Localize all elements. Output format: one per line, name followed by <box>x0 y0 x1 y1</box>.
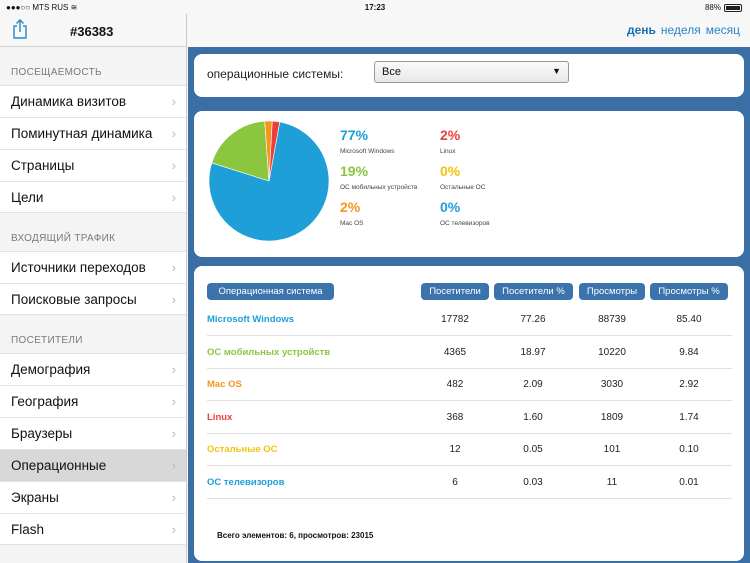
os-name-cell: Mac OS <box>207 379 242 390</box>
legend-label: Microsoft Windows <box>340 148 395 155</box>
value-cell: 12 <box>449 444 461 455</box>
site-id-title: #36383 <box>70 24 114 39</box>
date-range-switch <box>627 23 740 37</box>
table-row[interactable] <box>207 337 732 369</box>
value-cell: 0.05 <box>523 444 543 455</box>
value-cell: 2.09 <box>523 379 543 390</box>
sidebar-item-label: Экраны <box>11 490 59 505</box>
chart-card <box>194 111 744 257</box>
legend-label: Mac OS <box>340 220 364 227</box>
column-header[interactable]: Посетители <box>421 283 489 300</box>
table-row[interactable] <box>207 434 732 466</box>
sidebar-item-label: Демография <box>11 362 91 377</box>
sidebar-item-label: Страницы <box>11 158 75 173</box>
table-row[interactable] <box>207 304 732 336</box>
column-header[interactable]: Просмотры % <box>650 283 728 300</box>
sidebar-item[interactable] <box>0 513 186 545</box>
value-cell: 4365 <box>443 346 467 358</box>
table-row[interactable] <box>207 402 732 434</box>
chevron-right-icon: › <box>171 458 176 473</box>
chevron-right-icon: › <box>171 126 176 141</box>
sidebar-group <box>0 353 186 545</box>
legend-percent: 19% <box>340 163 369 179</box>
chevron-right-icon: › <box>171 490 176 505</box>
status-bar <box>0 0 750 14</box>
content-area <box>188 47 750 563</box>
sidebar-section-label: ПОСЕЩАЕМОСТЬ <box>11 67 102 78</box>
sidebar-item[interactable] <box>0 251 186 283</box>
legend-percent: 2% <box>340 199 361 215</box>
sidebar-item[interactable] <box>0 117 186 149</box>
sidebar-item[interactable] <box>0 449 186 481</box>
value-cell: 17782 <box>441 314 469 325</box>
battery-percent: 88% <box>704 3 721 12</box>
legend-item <box>440 199 490 227</box>
chevron-right-icon: › <box>171 362 176 377</box>
column-header[interactable]: Просмотры <box>579 283 645 300</box>
sidebar-item[interactable] <box>0 181 186 213</box>
legend-percent: 77% <box>340 127 369 143</box>
value-cell: 85.40 <box>676 314 702 325</box>
value-cell: 0.10 <box>679 444 699 455</box>
legend-percent: 0% <box>440 199 461 215</box>
value-cell: 77.26 <box>520 314 546 325</box>
share-icon[interactable] <box>12 19 28 39</box>
value-cell: 10220 <box>598 346 626 358</box>
os-name-cell: ОС мобильных устройств <box>207 346 331 358</box>
sidebar-sections <box>0 47 186 545</box>
sidebar-group <box>0 251 186 315</box>
chevron-right-icon: › <box>171 394 176 409</box>
legend-percent: 2% <box>440 127 461 143</box>
legend-item <box>340 127 395 155</box>
value-cell: 101 <box>603 444 621 455</box>
sidebar-header <box>0 14 186 47</box>
os-filter-value: Все <box>382 66 401 78</box>
legend-item <box>340 163 417 191</box>
table-row[interactable] <box>207 369 732 401</box>
column-header[interactable]: Посетители % <box>494 283 573 300</box>
sidebar-item-label: Операционные <box>11 458 107 473</box>
sidebar-item-label: Flash <box>11 522 45 537</box>
legend-label: ОС мобильных устройств <box>340 184 418 191</box>
sidebar <box>0 14 187 563</box>
legend-item <box>440 127 460 155</box>
legend-percent: 0% <box>440 163 461 179</box>
sidebar-item-label: Цели <box>11 190 44 205</box>
os-filter-select[interactable] <box>374 61 569 83</box>
sidebar-section-label: ПОСЕТИТЕЛИ <box>11 335 83 346</box>
sidebar-item[interactable] <box>0 283 186 315</box>
range-day[interactable]: день <box>626 23 656 37</box>
value-cell: 0.01 <box>679 476 699 488</box>
value-cell: 88739 <box>598 314 626 325</box>
os-pie-chart <box>207 119 331 243</box>
chevron-right-icon: › <box>171 260 176 275</box>
clock: 17:23 <box>364 3 386 12</box>
value-cell: 2.92 <box>679 379 699 390</box>
sidebar-section-label: ВХОДЯЩИЙ ТРАФИК <box>11 233 116 244</box>
legend-item <box>340 199 363 227</box>
battery <box>705 3 742 12</box>
os-name-cell: Microsoft Windows <box>207 314 294 325</box>
main-pane <box>188 14 750 563</box>
sidebar-item-label: Поминутная динамика <box>11 126 153 141</box>
table-row[interactable] <box>207 467 732 499</box>
value-cell: 368 <box>446 411 464 423</box>
table-card <box>194 266 744 561</box>
sidebar-item[interactable] <box>0 417 186 449</box>
sidebar-item[interactable] <box>0 481 186 513</box>
sidebar-item-label: Источники переходов <box>11 260 146 275</box>
filter-card <box>194 54 744 97</box>
sidebar-item-label: Поисковые запросы <box>11 292 137 307</box>
battery-icon <box>724 4 742 12</box>
filter-label: операционные системы: <box>207 67 344 81</box>
value-cell: 1.74 <box>679 411 699 423</box>
chevron-right-icon: › <box>171 522 176 537</box>
value-cell: 6 <box>452 476 458 488</box>
carrier: ●●●○○ MTS RUS ≋ <box>6 3 78 12</box>
value-cell: 11 <box>606 476 618 488</box>
column-header[interactable]: Операционная система <box>207 283 334 300</box>
chevron-right-icon: › <box>171 426 176 441</box>
chevron-right-icon: › <box>171 94 176 109</box>
legend-label: Остальные ОС <box>440 184 486 191</box>
range-month[interactable]: месяц <box>705 23 740 37</box>
value-cell: 0.03 <box>523 476 543 488</box>
legend-label: ОС телевизоров <box>440 220 490 227</box>
value-cell: 1.60 <box>523 411 543 423</box>
os-name-cell: Остальные ОС <box>207 444 278 455</box>
legend-item <box>440 163 485 191</box>
sidebar-item[interactable] <box>0 385 186 417</box>
value-cell: 9.84 <box>679 346 699 358</box>
sidebar-item[interactable] <box>0 353 186 385</box>
chevron-right-icon: › <box>171 190 176 205</box>
os-name-cell: Linux <box>207 411 233 423</box>
chevron-right-icon: › <box>171 292 176 307</box>
legend-label: Linux <box>440 148 456 155</box>
table-total: Всего элементов: 6, просмотров: 23015 <box>217 531 374 540</box>
sidebar-item-label: Динамика визитов <box>11 94 127 109</box>
value-cell: 482 <box>446 379 464 390</box>
sidebar-group <box>0 85 186 213</box>
chevron-right-icon: › <box>171 158 176 173</box>
sidebar-item[interactable] <box>0 85 186 117</box>
value-cell: 3030 <box>600 379 624 390</box>
dropdown-arrow-icon: ▼ <box>552 66 561 76</box>
value-cell: 18.97 <box>520 346 546 358</box>
sidebar-item[interactable] <box>0 149 186 181</box>
sidebar-item-label: Браузеры <box>11 426 73 441</box>
range-week[interactable]: неделя <box>660 23 701 37</box>
value-cell: 1809 <box>600 411 624 423</box>
os-name-cell: ОС телевизоров <box>207 476 285 488</box>
sidebar-item-label: География <box>11 394 79 409</box>
